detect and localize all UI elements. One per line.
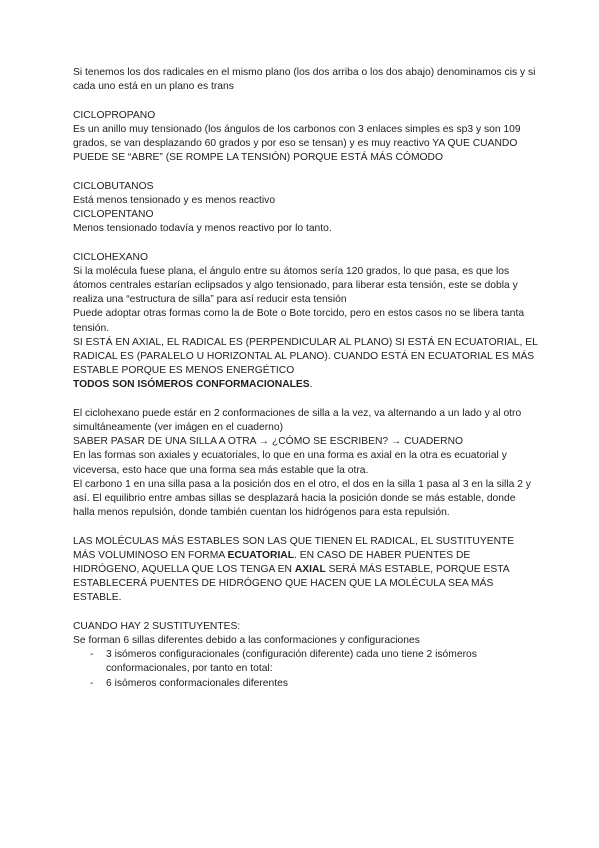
conformaciones-p3: En las formas son axiales y ecuatoriales, lo que en una forma es axial en la otra es ecuatorial y viceversa, esto hace que una forma sea más estable que la otra. [73,450,507,476]
ciclopentano-text: Menos tensionado todavía y menos reactivo por lo tanto. [73,223,332,235]
isomeros-conformacionales-bold: TODOS SON ISÓMEROS CONFORMACIONALES [73,379,310,391]
ciclobutanos-text: Está menos tensionado y es menos reactivo [73,194,276,206]
ciclopentano-heading: CICLOPENTANO [73,209,154,220]
axial-bold: AXIAL [294,564,326,576]
estables-text-3: SERÁ MÁS ESTABLE, PORQUE ESTA ESTABLECERÁ PUENTES DE HIDRÓGENO QUE HACEN QUE LA MOLÉCULA SEA MÁS ESTABLE. [73,564,510,604]
conformaciones-p1: El ciclohexano puede estár en 2 conformaciones de silla a la vez, va alternando a un lado y al otro simultáneamente (ver imágen en el cuaderno) [73,407,522,434]
sustituyentes-heading: CUANDO HAY 2 SUSTITUYENTES: [73,620,241,632]
ciclohexano-p2: Puede adoptar otras formas como la de Bote o Bote torcido, pero en estos casos no se libera tanta tensión. [73,308,525,334]
estables-text-1: LAS MOLÉCULAS MÁS ESTABLES SON LAS QUE TIENEN EL RADICAL, EL SUSTITUYENTE MÁS VOLUMINOSO EN FORMA [73,535,515,561]
estables-paragraph [73,535,539,606]
conformaciones-p2: SABER PASAR DE UNA SILLA A OTRA → ¿CÓMO SE ESCRIBEN? → CUADERNO [73,436,464,448]
ciclohexano-heading: CICLOHEXANO [73,251,148,263]
ciclopropano-heading: CICLOPROPANO [73,109,156,121]
ciclopropano-text: Es un anillo muy tensionado (los ángulos de los carbonos con 3 enlaces simples es sp3 y son 109 grados, se van desplazando 60 grados y por eso se tensan) y es muy reactivo YA QUE CUANDO PUEDE SE “ABRE” (SE ROMPE LA TENSIÓN) PORQUE ESTÁ MÁS CÓMODO [73,123,521,164]
intro-paragraph: Si tenemos los dos radicales en el mismo plano (los dos arriba o los dos abajo) denominamos cis y si cada uno está en un plano es trans [73,67,536,93]
ciclohexano-p3: SI ESTÁ EN AXIAL, EL RADICAL ES (PERPENDICULAR AL PLANO) SI ESTÁ EN ECUATORIAL, EL RADICAL ES (PARALELO U HORIZONTAL AL PLANO). CUANDO ESTÁ EN ECUATORIAL ES MÁS ESTABLE PORQUE ES MENOS ENERGÉTICO [73,336,538,377]
ciclobutanos-heading: CICLOBUTANOS [73,180,154,192]
list-item: - 3 isómeros configuracionales (configuración diferente) cada uno tiene 2 isómeros conformacionales, por tanto en total: [90,648,539,676]
ciclohexano-bold-line [73,378,539,392]
conformaciones-p4: El carbono 1 en una silla pasa a la posición dos en el otro, el dos en la silla 1 pasa al 3 en la silla 2 y así. El equilibrio entre ambas sillas se desplazará hacia la posición donde se más estable, donde halla menos repulsión, donde también cuentan los hidrógenos para esta repulsión. [73,478,531,519]
bold-line-period: . [309,379,313,391]
estables-text-2: . EN CASO DE HABER PUENTES DE HIDRÓGENO, AQUELLA QUE LOS TENGA EN [73,549,471,576]
ciclohexano-p1: Si la molécula fuese plana, el ángulo entre su átomos sería 120 grados, lo que pasa, es que los átomos centrales estarían eclipsados y algo tensionado, para liberar esta tensión, este se dobla y realiza una “estructura de silla” para así reducir esta tensión [73,265,518,306]
sustituyentes-list [73,648,539,691]
sustituyentes-text: Se forman 6 sillas diferentes debido a las conformaciones y configuraciones [73,635,420,647]
list-item: - 6 isómeros conformacionales diferentes [90,677,539,691]
ecuatorial-bold: ECUATORIAL [227,549,295,561]
